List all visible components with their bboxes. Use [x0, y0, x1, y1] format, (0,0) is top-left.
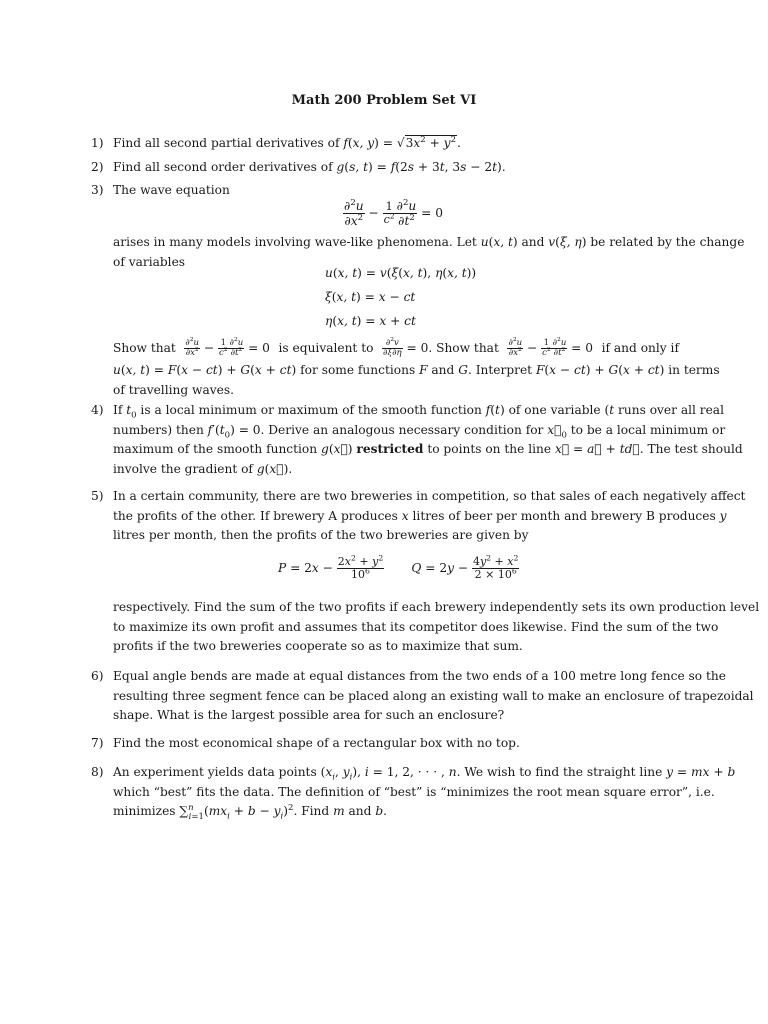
wave-equation: $\frac{\partial^2u}{\partial x^2}$ − $\frac{1}{c^2}$ $\frac{\partial^2u}{\partial t^2}$ = 0: [344, 197, 443, 229]
page-title: Math 200 Problem Set VI: [291, 93, 477, 108]
problem-number: 4): [91, 403, 104, 417]
problem-5-text: respectively. Find the sum of the two profits if each brewery independently sets its own production level to maximize its own profit and assumes that its competitor does likewise. Find the sum of the two profits if the two breweries cooperate so as to maximize that sum.: [113, 600, 760, 654]
math-expression: g(s, t) = f(2s + 3t, 3s − 2t).: [336, 160, 506, 174]
problem-number: 5): [91, 489, 104, 503]
problem-5: 5) In a certain community, there are two breweries in competition, so that sales of each negatively affect the profits of the other. If brewery A produces x litres of beer per month and brewery B produces y litres per month, then the profits of the two breweries are given by: [91, 489, 746, 543]
problem-8: 8) An experiment yields data points ($x_i$, $y_i$), i = 1, 2, · · · , n. We wish to find the straight line y = mx + b which “best” fits the data. The definition of “best” is “minimizes the root mean square error”, i.e. minimizes $\sum^n_{i=1}(mx_i + b - y_i)^2$. Find m and b.: [91, 765, 736, 822]
problem-number: 1): [91, 136, 104, 150]
problem-6: 6) Equal angle bends are made at equal distances from the two ends of a 100 metre long fence so the resulting three segment fence can be placed along an existing wall to make an enclosure of trapezoidal shape. What is the largest possible area for such an enclosure?: [91, 669, 754, 723]
problem-number: 3): [91, 183, 104, 197]
problem-4: 4) If $t_0$ is a local minimum or maximum of the smooth function f(t) of one variable (t runs over all real numbers) then $f'(t_0) = 0$. Derive an analogous necessary condition for $x⃗_0$ to be a local minimum or maximum of the smooth function g(x⃗) restricted to points on the line x⃗ = a⃗ + td⃗. The test should involve the gradient of g(x⃗).: [91, 403, 743, 476]
problem-number: 8): [91, 765, 104, 779]
math-expression: $\frac{\partial^2u}{\partial x^2}$ − $\frac{1}{c^2}$ $\frac{\partial^2u}{\partial t^2}$ = 0: [508, 336, 594, 358]
math-expression: $\frac{\partial^2u}{\partial x^2}$ − $\frac{1}{c^2}$ $\frac{\partial^2u}{\partial t^2}$ = 0: [185, 336, 270, 358]
problem-3-text: arises in many models involving wave-like phenomena. Let u(x, t) and v(ξ, η) be related by the change of variables: [113, 235, 745, 269]
math-expression: $\frac{\partial^2v}{\partial\xi\partial\eta}$ = 0. Show that: [383, 336, 499, 358]
problem-7: 7) Find the most economical shape of a rectangular box with no top.: [113, 734, 679, 754]
problem-3-show: Show that $\frac{\partial^2u}{\partial x^2}$ − $\frac{1}{c^2}$ $\frac{\partial^2u}{\partial t^2}$ = 0 is equivalent to $\frac{\partial^2v}{\partial\xi\partial\eta}$ = 0. Show that $\frac{\partial^2u}{\partial x^2}$ − $\frac{1}{c^2}$ $\frac{\partial^2u}{\partial t^2}$ = 0 if and only if u(x, t) = F(x − ct) + G(x + ct) for some functions F and G. Interpret F(x − ct) + G(x + ct) in terms of travelling waves.: [113, 336, 720, 397]
problem-1: 1) Find all second partial derivatives of f(x, $y) = √3x^2 + y^2$.: [113, 134, 679, 154]
problem-number: 6): [91, 669, 104, 683]
problem-number: 2): [91, 160, 104, 174]
problem-3: 3) The wave equation: [113, 181, 679, 201]
math-expression: f(x, $y) = √3x^2 + y^2$.: [343, 134, 461, 150]
math-expression: u(x, t) = F(x − ct) + G(x + ct): [113, 363, 301, 377]
problem-2: 2) Find all second order derivatives of g(s, t) = f(2s + 3t, 3s − 2t).: [113, 158, 679, 178]
profit-equations: P = 2x − $\frac{2x^2 + y^2}{10^6}$ Q = 2y − $\frac{4y^2 + x^2}{2 \times 10^6}$: [278, 553, 519, 582]
problem-number: 7): [91, 736, 104, 750]
change-of-variables: u(x, t) = v(ξ(x, t), η(x, t)) ξ(x, t) = x − ct η(x, t) = x + ct: [325, 266, 477, 328]
